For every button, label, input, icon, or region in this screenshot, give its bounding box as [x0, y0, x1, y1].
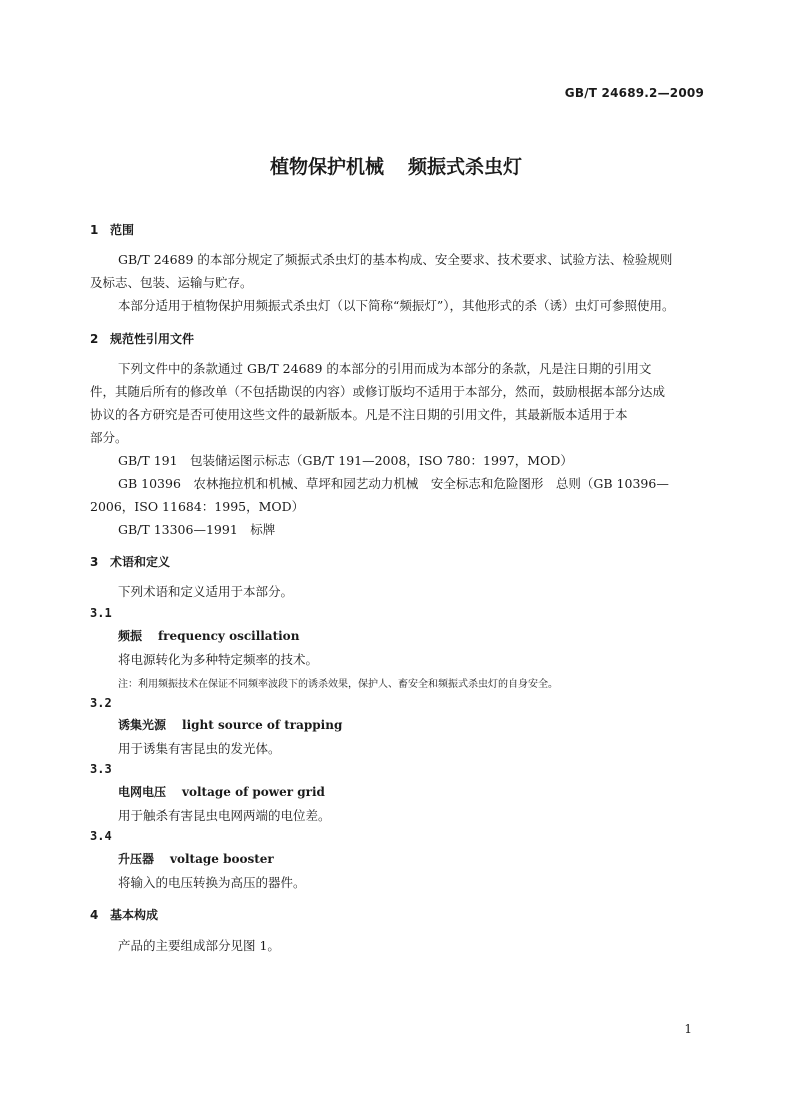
section-title: 术语和定义: [110, 555, 171, 569]
section-title: 基本构成: [110, 908, 159, 922]
section-number: 1: [90, 223, 99, 237]
title-part2: 频振式杀虫灯: [408, 156, 523, 178]
term-definition: 将输入的电压转换为高压的器件。: [118, 875, 306, 890]
term-entry: [118, 850, 274, 867]
document-title: [0, 152, 792, 179]
term-chinese: 电网电压: [118, 785, 167, 799]
term-entry: [118, 783, 325, 800]
section-title: 范围: [110, 223, 135, 237]
term-definition: 用于触杀有害昆虫电网两端的电位差。: [118, 808, 331, 823]
subclause-number: 3.2: [90, 696, 112, 710]
scope-paragraph-line: 及标志、包装、运输与贮存。: [90, 275, 253, 290]
reference-entry-continuation: 2006，ISO 11684：1995，MOD）: [90, 499, 305, 514]
scope-paragraph-line: GB/T 24689 的本部分规定了频振式杀虫灯的基本构成、安全要求、技术要求、试验方法、检验规则: [118, 252, 673, 267]
reference-entry: GB/T 13306—1991 标牌: [118, 522, 276, 537]
terms-intro: 下列术语和定义适用于本部分。: [118, 584, 294, 599]
term-note: 注：利用频振技术在保证不同频率波段下的诱杀效果，保护人、畜安全和频振式杀虫灯的自身安全。: [118, 679, 558, 690]
section-4-heading: [90, 906, 158, 923]
section-3-heading: [90, 553, 170, 570]
references-paragraph-line: 下列文件中的条款通过 GB/T 24689 的本部分的引用而成为本部分的条款，凡是注日期的引用文: [118, 361, 652, 376]
references-paragraph-line: 件，其随后所有的修改单（不包括勘误的内容）或修订版均不适用于本部分，然而，鼓励根据本部分达成: [90, 384, 666, 399]
term-english: light source of trapping: [182, 718, 343, 732]
references-paragraph-line: 协议的各方研究是否可使用这些文件的最新版本。凡是不注日期的引用文件，其最新版本适用于本: [90, 407, 628, 422]
section-number: 2: [90, 332, 99, 346]
term-english: frequency oscillation: [158, 629, 300, 643]
subclause-number: 3.3: [90, 762, 112, 776]
references-paragraph-line: 部分。: [90, 430, 128, 445]
reference-entry: GB/T 191 包装储运图示标志（GB/T 191—2008，ISO 780：1997，MOD）: [118, 453, 573, 468]
subclause-number: 3.1: [90, 606, 112, 620]
term-chinese: 升压器: [118, 852, 155, 866]
term-chinese: 频振: [118, 629, 143, 643]
composition-paragraph: 产品的主要组成部分见图 1。: [118, 938, 280, 953]
section-title: 规范性引用文件: [110, 332, 195, 346]
section-2-heading: [90, 330, 194, 347]
term-entry: [118, 627, 299, 644]
page-number: 1: [684, 1022, 692, 1036]
term-definition: 用于诱集有害昆虫的发光体。: [118, 741, 281, 756]
term-definition: 将电源转化为多种特定频率的技术。: [118, 652, 319, 667]
scope-applicability-paragraph: 本部分适用于植物保护用频振式杀虫灯（以下简称“频振灯”），其他形式的杀（诱）虫灯可参照使用。: [118, 298, 675, 313]
title-part1: 植物保护机械: [269, 156, 384, 178]
term-english: voltage booster: [170, 852, 274, 866]
term-entry: [118, 716, 342, 733]
section-number: 4: [90, 908, 99, 922]
section-number: 3: [90, 555, 99, 569]
subclause-number: 3.4: [90, 829, 112, 843]
standard-code: GB/T 24689.2—2009: [564, 86, 704, 100]
term-english: voltage of power grid: [182, 785, 325, 799]
section-1-heading: [90, 221, 134, 238]
term-chinese: 诱集光源: [118, 718, 167, 732]
reference-entry: GB 10396 农林拖拉机和机械、草坪和园艺动力机械 安全标志和危险图形 总则（GB 10396—: [118, 476, 669, 491]
